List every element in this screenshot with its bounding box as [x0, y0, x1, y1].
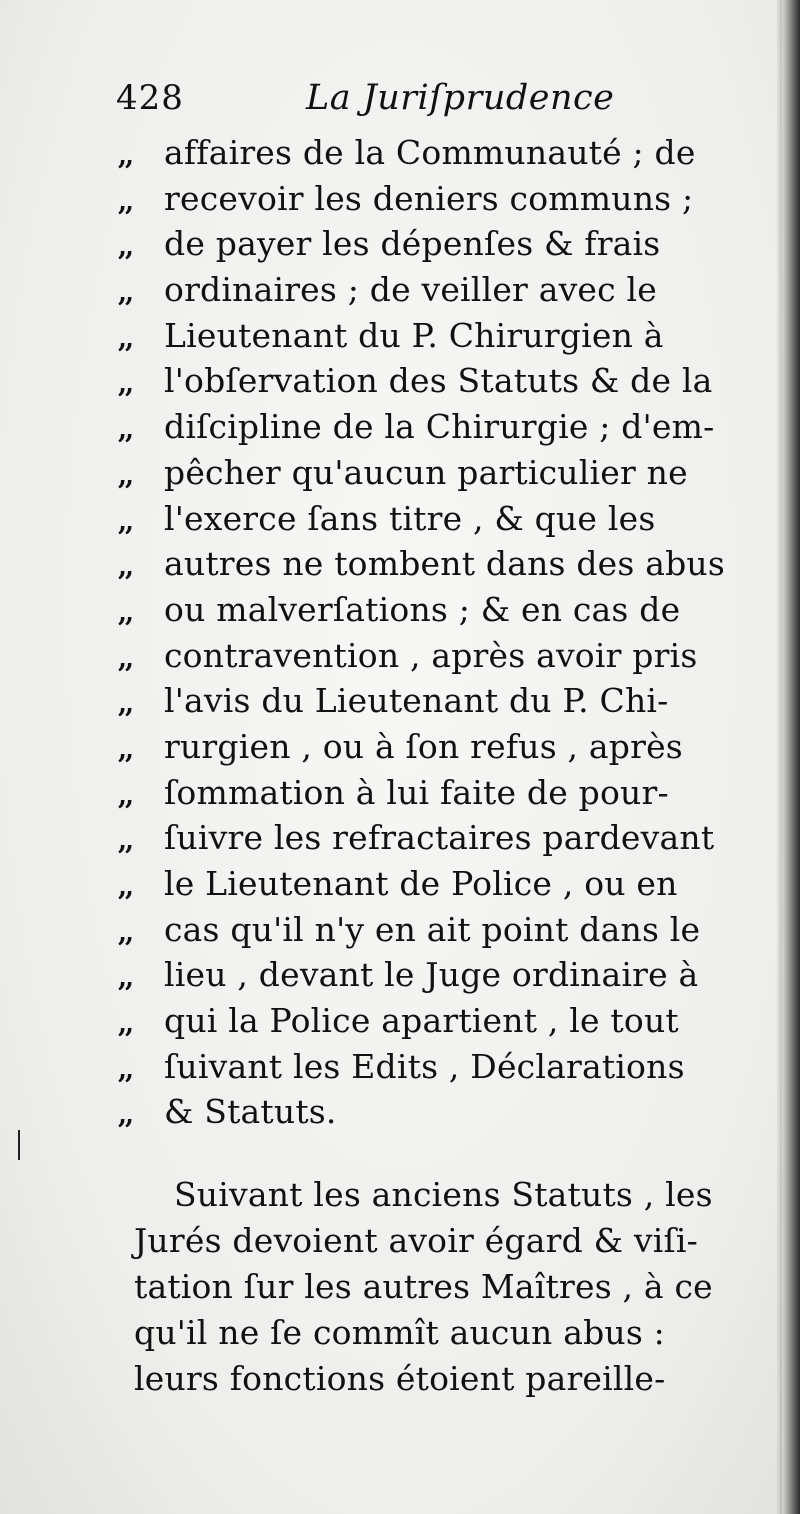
body-paragraph [134, 1172, 754, 1402]
quote-mark: ,, [118, 1054, 133, 1085]
quote-mark: ,, [118, 552, 133, 583]
quote-mark: ,, [118, 1009, 133, 1040]
quote-mark: ,, [118, 232, 133, 263]
quote-line [118, 998, 758, 1044]
quote-mark: ,, [118, 734, 133, 765]
quote-mark: ,, [118, 872, 133, 902]
quote-line [118, 587, 758, 633]
quote-line-text: contravention , après avoir pris [164, 635, 698, 675]
quote-line [118, 541, 758, 587]
quote-line [118, 130, 758, 176]
quote-line-text: affaires de la Communauté ; de [164, 133, 696, 172]
quote-line [118, 358, 758, 404]
quote-line-text: rurgien , ou à ſon refus , après [164, 726, 683, 766]
quote-mark: ,, [118, 826, 133, 857]
quote-line [118, 221, 758, 267]
quote-line-text: autres ne tombent dans des abus [164, 544, 726, 584]
quote-line-text: & Statuts. [164, 1092, 337, 1132]
quote-mark: ,, [118, 460, 133, 491]
paragraph-line: Suivant les anciens Statuts , les [174, 1175, 713, 1214]
quote-line-text: Lieutenant du P. Chirurgien à [164, 315, 664, 355]
quote-mark: ,, [118, 506, 133, 537]
quote-line-text: qui la Police apartient , le tout [164, 1001, 679, 1041]
paragraph-line: leurs fonctions étoient pareille- [134, 1359, 666, 1398]
quote-line [118, 952, 758, 998]
quote-mark: ,, [118, 1100, 133, 1131]
quote-mark: ,, [118, 415, 133, 446]
quote-line [118, 861, 758, 907]
quote-mark: ,, [118, 369, 133, 400]
quote-line [118, 313, 758, 359]
quote-line-text: de payer les dépenſes & frais [164, 224, 661, 264]
quote-line-text: lieu , devant le Juge ordinaire à [164, 955, 699, 995]
quote-mark: ,, [118, 917, 133, 948]
paragraph-line: qu'il ne ſe commît aucun abus : [134, 1313, 665, 1352]
quote-line-text: le Lieutenant de Police , ou en [164, 864, 678, 903]
page-number: 428 [116, 78, 184, 118]
quote-line [118, 907, 758, 953]
quote-line [118, 633, 758, 679]
quote-line [118, 770, 758, 816]
quote-line [118, 1089, 758, 1135]
quote-mark: ,, [118, 963, 133, 994]
quote-mark: ,, [118, 643, 133, 674]
quote-line [118, 404, 758, 450]
quote-line-text: diſcipline de la Chirurgie ; d'em- [164, 407, 715, 447]
quote-line-text: ſuivre les refractaires pardevant [164, 818, 715, 858]
quote-mark: ,, [118, 141, 133, 171]
quote-line [118, 1044, 758, 1090]
quote-mark: ,, [118, 597, 133, 628]
quote-mark: ,, [118, 186, 133, 217]
running-title: La Juriſprudence [306, 78, 615, 118]
paragraph-line: Jurés devoient avoir égard & viſi- [134, 1221, 698, 1260]
quote-line-text: ſuivant les Edits , Déclarations [164, 1046, 685, 1086]
quote-mark: ,, [118, 323, 133, 354]
page-header [116, 78, 636, 126]
quote-line-text: l'exerce ſans titre , & que les [164, 498, 656, 538]
quote-line [118, 496, 758, 542]
quote-mark: ,, [118, 278, 133, 309]
quote-line-text: recevoir les deniers communs ; [164, 178, 694, 218]
page-edge [782, 0, 800, 1514]
paragraph-line: tation ſur les autres Maîtres , à ce [134, 1267, 713, 1306]
quote-line [118, 267, 758, 313]
quote-line [118, 450, 758, 496]
quote-line [118, 724, 758, 770]
quote-line-text: ordinaires ; de veiller avec le [164, 270, 658, 310]
quote-line [118, 678, 758, 724]
margin-mark [18, 1130, 20, 1160]
quote-mark: ,, [118, 689, 133, 720]
quote-line-text: cas qu'il n'y en ait point dans le [164, 909, 701, 949]
quoted-text [118, 130, 758, 1135]
quote-line-text: pêcher qu'aucun particulier ne [164, 452, 688, 492]
quote-line-text: ſommation à lui faite de pour- [164, 772, 669, 812]
quote-mark: ,, [118, 780, 133, 811]
quote-line [118, 815, 758, 861]
quote-line-text: l'avis du Lieutenant du P. Chi- [164, 681, 669, 721]
quote-line-text: ou malverſations ; & en cas de [164, 589, 681, 629]
quote-line-text: l'obſervation des Statuts & de la [164, 361, 713, 401]
quote-line [118, 176, 758, 222]
